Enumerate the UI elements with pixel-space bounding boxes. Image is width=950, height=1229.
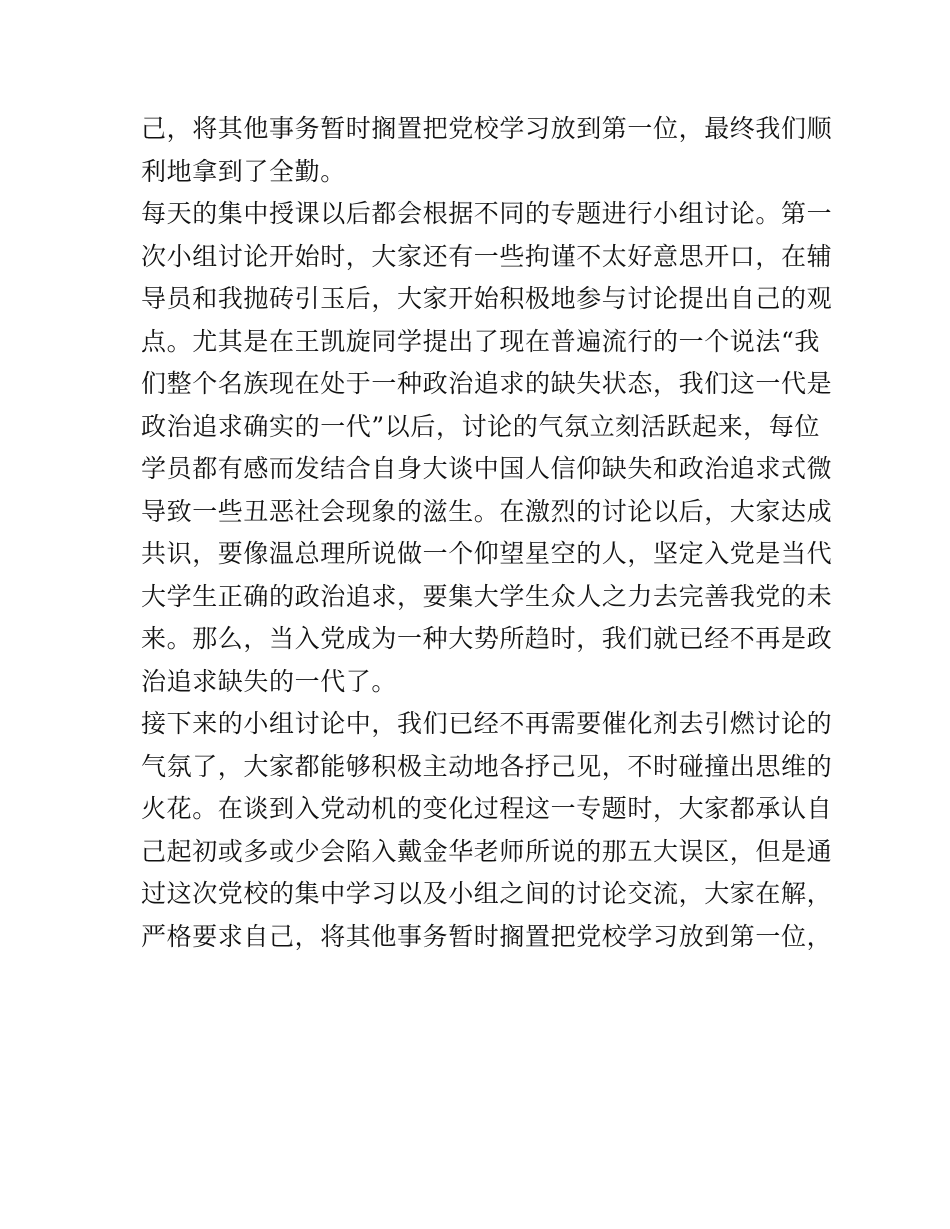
text-line: 气氛了，大家都能够积极主动地各抒己见，不时碰撞出思维的: [141, 751, 833, 781]
text-line: 政治追求确实的一代”以后，讨论的气氛立刻活跃起来，每位: [141, 411, 820, 441]
text-line: 点。尤其是在王凯旋同学提出了现在普遍流行的一个说法“我: [141, 326, 820, 356]
text-line: 己，将其他事务暂时搁置把党校学习放到第一位，最终我们顺: [141, 114, 833, 143]
text-line: 严格要求自己，将其他事务暂时搁置把党校学习放到第一位，: [141, 921, 833, 951]
text-line: 接下来的小组讨论中，我们已经不再需要催化剂去引燃讨论的: [141, 709, 833, 738]
text-line: 导致一些丑恶社会现象的滋生。在激烈的讨论以后，大家达成: [141, 496, 833, 526]
text-line: 学员都有感而发结合自身大谈中国人信仰缺失和政治追求式微: [141, 454, 833, 483]
text-line: 共识，要像温总理所说做一个仰望星空的人，坚定入党是当代: [141, 539, 833, 568]
text-line: 火花。在谈到入党动机的变化过程这一专题时，大家都承认自: [141, 794, 833, 823]
body-text: [141, 108, 833, 958]
text-line: 利地拿到了全勤。: [141, 156, 346, 186]
text-line: 过这次党校的集中学习以及小组之间的讨论交流，大家在解，: [141, 879, 833, 908]
text-line: 己起初或多或少会陷入戴金华老师所说的那五大误区，但是通: [141, 836, 833, 866]
text-line: 治追求缺失的一代了。: [141, 666, 398, 696]
text-line: 大学生正确的政治追求，要集大学生众人之力去完善我党的未: [141, 581, 833, 611]
text-line: 导员和我抛砖引玉后，大家开始积极地参与讨论提出自己的观: [141, 284, 833, 313]
text-line: 来。那么，当入党成为一种大势所趋时，我们就已经不再是政: [141, 624, 833, 653]
text-line: 每天的集中授课以后都会根据不同的专题进行小组讨论。第一: [141, 199, 833, 228]
text-line: 们整个名族现在处于一种政治追求的缺失状态，我们这一代是: [141, 369, 833, 398]
text-line: 次小组讨论开始时，大家还有一些拘谨不太好意思开口，在辅: [141, 241, 833, 271]
